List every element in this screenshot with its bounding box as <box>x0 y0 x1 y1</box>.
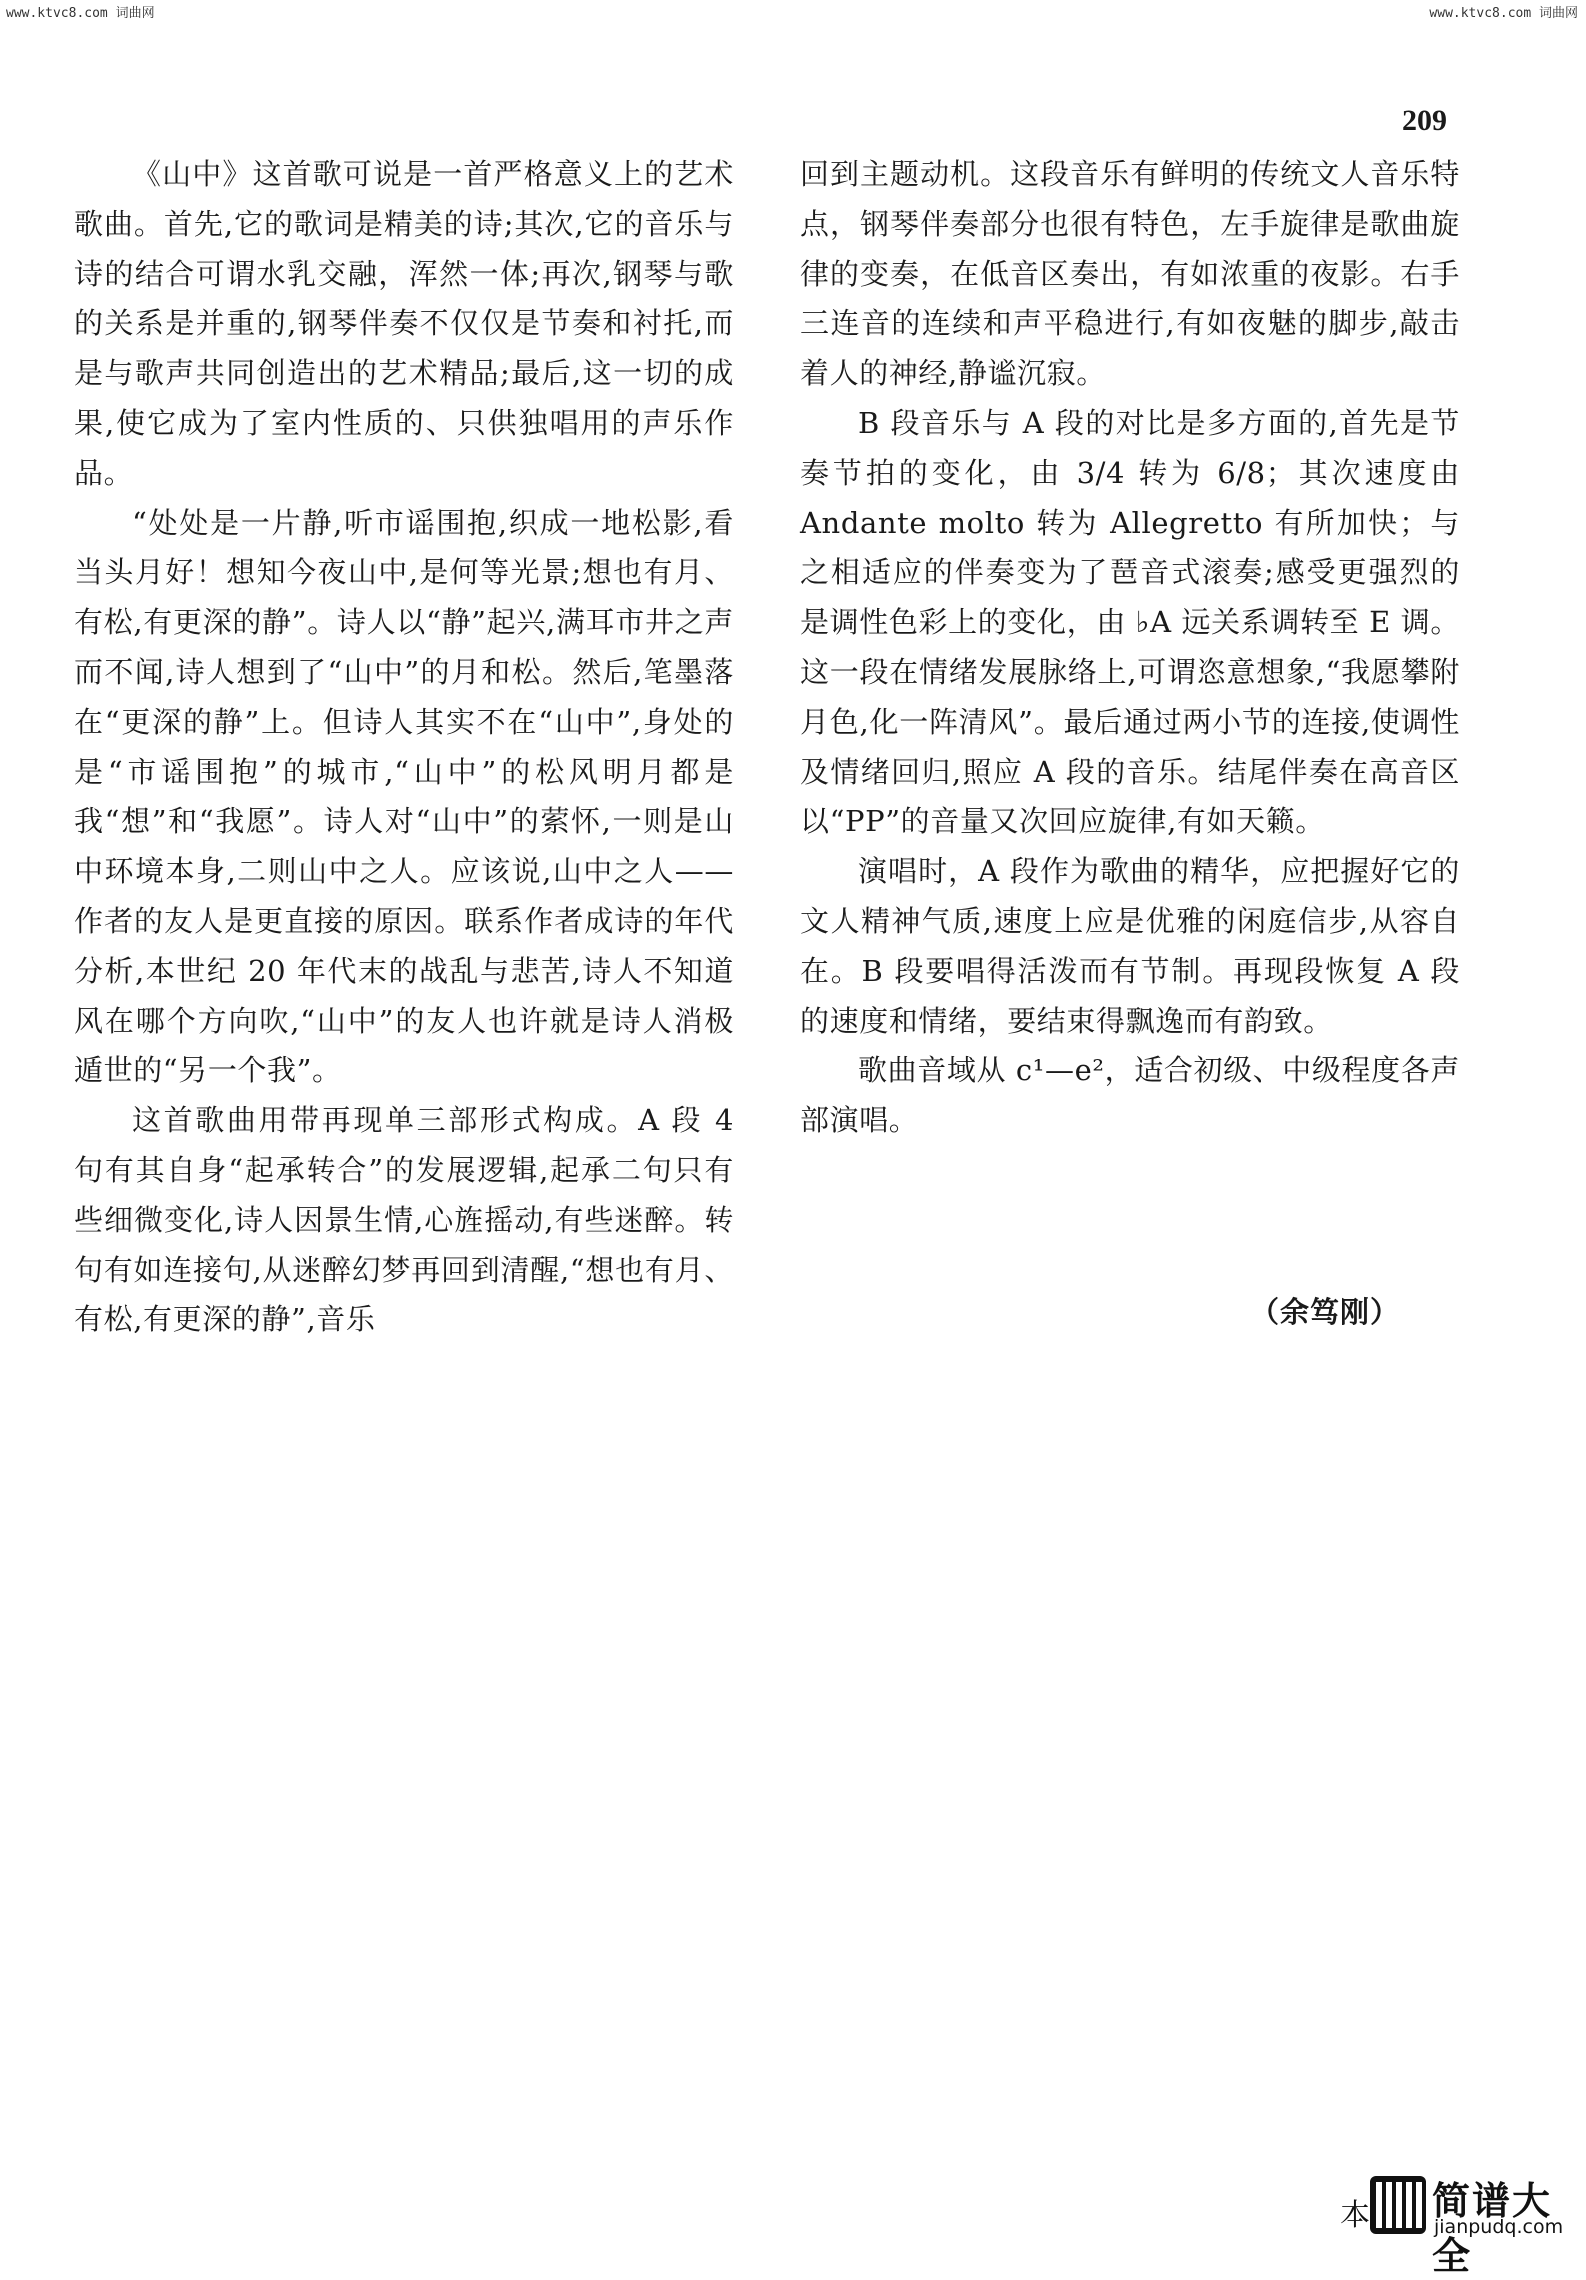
paragraph: 演唱时，A 段作为歌曲的精华，应把握好它的文人精神气质,速度上应是优雅的闲庭信步,从容自在。B 段要唱得活泼而有节制。再现段恢复 A 段的速度和情绪，要结束得飘逸而有韵致。 <box>800 854 1460 1038</box>
logo-mark: 本 <box>1340 2198 1370 2233</box>
paragraph: 《山中》这首歌可说是一首严格意义上的艺术歌曲。首先,它的歌词是精美的诗;其次,它的音乐与诗的结合可谓水乳交融，浑然一体;再次,钢琴与歌的关系是并重的,钢琴伴奏不仅仅是节奏和衬托,而是与歌声共同创造出的艺术精品;最后,这一切的成果,使它成为了室内性质的、只供独唱用的声乐作品。 <box>74 157 734 490</box>
paragraph: 歌曲音域从 c¹—e²，适合初级、中级程度各声部演唱。 <box>800 1053 1460 1138</box>
author-signature: （余笃刚） <box>1250 1295 1401 1329</box>
piano-icon <box>1370 2176 1426 2234</box>
paragraph: 回到主题动机。这段音乐有鲜明的传统文人音乐特点，钢琴伴奏部分也很有特色，左手旋律是歌曲旋律的变奏，在低音区奏出，有如浓重的夜影。右手三连音的连续和声平稳进行,有如夜魅的脚步,敲击着人的神经,静谧沉寂。 <box>800 157 1460 391</box>
right-column <box>800 150 1460 1146</box>
left-column <box>74 150 734 1345</box>
watermark-right: www.ktvc8.com 词曲网 <box>1429 6 1578 21</box>
paragraph: B 段音乐与 A 段的对比是多方面的,首先是节奏节拍的变化，由 3/4 转为 6/8；其次速度由 Andante molto 转为 Allegretto 有所加快；与之相适应的伴奏变为了琶音式滚奏;感受更强烈的是调性色彩上的变化，由 ♭A 远关系调转至 E 调。这一段在情绪发展脉络上,可谓恣意想象,“我愿攀附月色,化一阵清风”。最后通过两小节的连接,使调性及情绪回归,照应 A 段的音乐。结尾伴奏在高音区以“PP”的音量又次回应旋律,有如天籁。 <box>800 405 1460 839</box>
logo-text: 简谱大全 <box>1432 2179 1553 2278</box>
paragraph: “处处是一片静,听市谣围抱,织成一地松影,看当头月好！想知今夜山中,是何等光景;想也有月、有松,有更深的静”。诗人以“静”起兴,满耳市井之声而不闻,诗人想到了“山中”的月和松。然后,笔墨落在“更深的静”上。但诗人其实不在“山中”,身处的是“市谣围抱”的城市,“山中”的松风明月都是我“想”和“我愿”。诗人对“山中”的萦怀,一则是山中环境本身,二则山中之人。应该说,山中之人——作者的友人是更直接的原因。联系作者成诗的年代分析,本世纪 20 年代末的战乱与悲苦,诗人不知道风在哪个方向吹,“山中”的友人也许就是诗人消极遁世的“另一个我”。 <box>74 505 734 1088</box>
site-logo <box>1340 2168 1580 2278</box>
page-number: 209 <box>1402 104 1447 137</box>
paragraph: 这首歌曲用带再现单三部形式构成。A 段 4 句有其自身“起承转合”的发展逻辑,起承二句只有些细微变化,诗人因景生情,心旌摇动,有些迷醉。转句有如连接句,从迷醉幻梦再回到清醒,“想也有月、有松,有更深的静”,音乐 <box>74 1103 734 1337</box>
logo-url: jianpudq.com <box>1434 2216 1564 2238</box>
watermark-left: www.ktvc8.com 词曲网 <box>6 6 155 21</box>
